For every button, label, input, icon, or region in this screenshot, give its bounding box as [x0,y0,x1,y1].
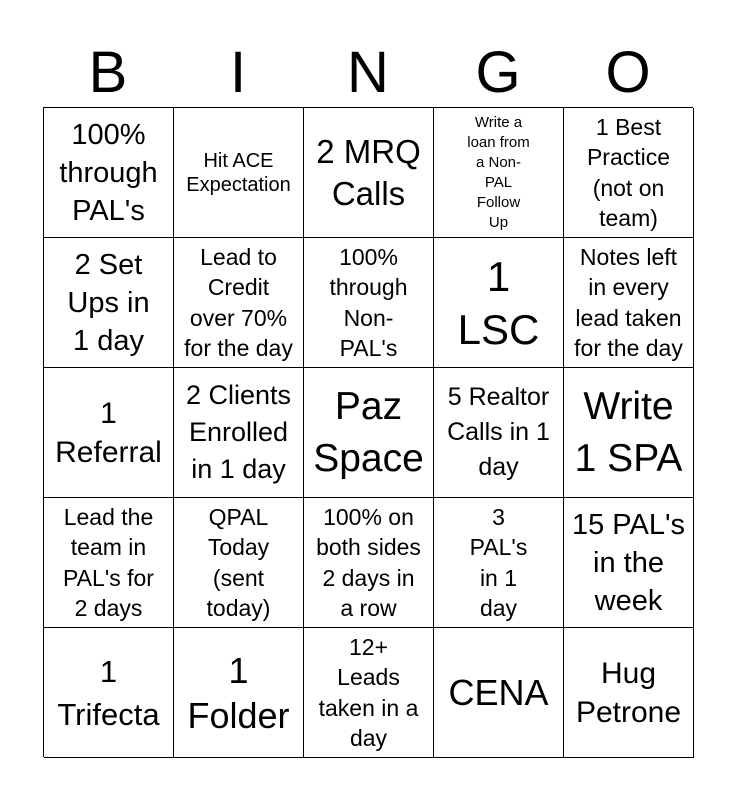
bingo-cell-r2-c4[interactable]: 1 LSC [434,238,564,368]
bingo-header [43,40,693,106]
header-letter-g: G [475,40,521,105]
bingo-cell-r5-c2[interactable]: 1 Folder [174,628,304,758]
bingo-cell-r4-c5[interactable]: 15 PAL's in the week [564,498,694,628]
bingo-cell-r1-c3[interactable]: 2 MRQ Calls [304,108,434,238]
bingo-cell-r1-c2[interactable]: Hit ACE Expectation [174,108,304,238]
bingo-grid [43,107,693,757]
bingo-cell-r4-c3[interactable]: 100% on both sides 2 days in a row [304,498,434,628]
header-letter-b: B [88,40,128,105]
bingo-cell-r2-c2[interactable]: Lead to Credit over 70% for the day [174,238,304,368]
bingo-cell-r1-c1[interactable]: 100% through PAL's [44,108,174,238]
bingo-cell-r5-c4[interactable]: CENA [434,628,564,758]
bingo-cell-r1-c4[interactable]: Write a loan from a Non- PAL Follow Up [434,108,564,238]
header-letter-i: I [229,40,247,105]
bingo-cell-r3-c4[interactable]: 5 Realtor Calls in 1 day [434,368,564,498]
bingo-cell-r2-c1[interactable]: 2 Set Ups in 1 day [44,238,174,368]
bingo-cell-r3-c1[interactable]: 1 Referral [44,368,174,498]
bingo-cell-r5-c5[interactable]: Hug Petrone [564,628,694,758]
bingo-cell-r4-c4[interactable]: 3 PAL's in 1 day [434,498,564,628]
bingo-cell-r3-c3[interactable]: Paz Space [304,368,434,498]
bingo-cell-r5-c1[interactable]: 1 Trifecta [44,628,174,758]
bingo-cell-r4-c1[interactable]: Lead the team in PAL's for 2 days [44,498,174,628]
bingo-cell-r4-c2[interactable]: QPAL Today (sent today) [174,498,304,628]
header-letter-n: N [347,40,389,105]
header-letter-o: O [605,40,651,105]
bingo-cell-r2-c3[interactable]: 100% through Non- PAL's [304,238,434,368]
bingo-cell-r1-c5[interactable]: 1 Best Practice (not on team) [564,108,694,238]
bingo-cell-r3-c5[interactable]: Write 1 SPA [564,368,694,498]
bingo-cell-r2-c5[interactable]: Notes left in every lead taken for the day [564,238,694,368]
bingo-cell-r3-c2[interactable]: 2 Clients Enrolled in 1 day [174,368,304,498]
bingo-cell-r5-c3[interactable]: 12+ Leads taken in a day [304,628,434,758]
